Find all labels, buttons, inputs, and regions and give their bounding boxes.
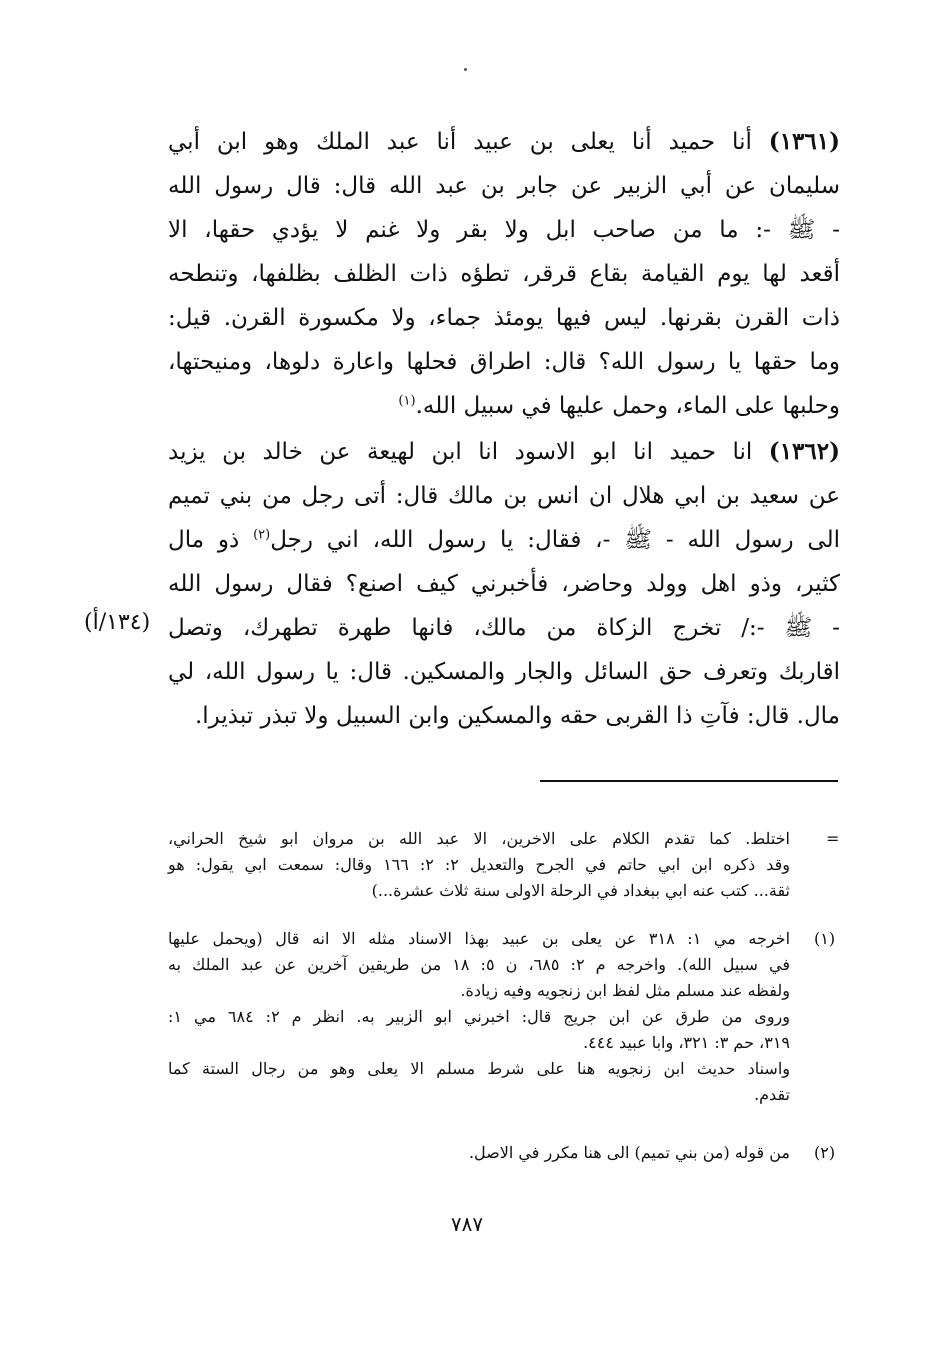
footnote-line: وروى من طرق عن ابن جريج قال: اخبرني ابو الزبير به. انظر م ٢: ٦٨٤ مي ١: [168,1007,790,1026]
hadith-number: (١٣٦١) [768,128,840,155]
hadith-line: أقعد لها يوم القيامة بقاع قرقر، تطؤه ذات الظلف بظلفها، وتنطحه [168,261,840,287]
page-number: ٧٨٧ [450,1212,484,1236]
footnote-line: في سبيل الله). واخرجه م ٢: ٦٨٥، ن ٥: ١٨ من طريقين آخرين عن عبد الملك به [168,955,791,974]
footnote-marker: = [826,829,840,848]
footnote-2 [168,1140,790,1166]
hadith-number: (١٣٦٢) [768,438,840,465]
footnote-line: ثقة... كتب عنه ابي ببغداد في الرحلة الاولى سنة ثلاث عشرة...) [371,881,790,900]
footnote-line: وقد ذكره ابن ابي حاتم في الجرح والتعديل ٢: ٢: ١٦٦ وقال: سمعت ابي يقول: هو [168,855,791,874]
hadith-line: (١٣٦٢) انا حميد انا ابو الاسود انا ابن لهيعة عن خالد بن يزيد [168,438,840,465]
footnote-line: من قوله (من بني تميم) الى هنا مكرر في الاصل. [468,1143,790,1162]
footnote-marker: (١) [814,929,836,948]
hadith-1362 [168,430,840,738]
hadith-line: (١٣٦١) أنا حميد أنا يعلى بن عبيد أنا عبد الملك وهو ابن أبي [168,128,840,155]
hadith-line: - ﷺ -: ما من صاحب ابل ولا بقر ولا غنم لا يؤدي حقها، الا [168,217,840,243]
footnote-line: تقدم. [754,1085,790,1104]
footnote-line: اخرجه مي ١: ٣١٨ عن يعلى بن عبيد بهذا الاسناد مثله الا انه قال (ويحمل عليها [168,929,791,948]
scan-speck [464,68,467,71]
hadith-line: عن سعيد بن ابي هلال ان انس بن مالك قال: أتى رجل من بني تميم [168,483,840,509]
footnote-line: ولفظه عند مسلم مثل لفظ ابن زنجويه وفيه زيادة. [460,981,790,1000]
hadith-line: - ﷺ -:/ تخرج الزكاة من مالك، فانها طهرة تطهرك، وتصل [168,615,840,641]
hadith-1361 [168,120,840,428]
footnote-line: اختلط. كما تقدم الكلام على الاخرين، الا عبد الله بن مروان ابو شيخ الحراني، [168,829,790,848]
footnote-reference: (٢) [253,527,271,543]
hadith-line: ذات القرن بقرنها. ليس فيها يومئذ جماء، ولا مكسورة القرن. قيل: [168,305,840,331]
hadith-line: وما حقها يا رسول الله؟ قال: اطراق فحلها واعارة دلوها، ومنيحتها، [168,349,840,375]
hadith-line: الى رسول الله - ﷺ -، فقال: يا رسول الله، اني رجل$^{(٢)}$ ذو مال [168,527,841,553]
footnote-separator [540,780,838,782]
footnote-line: ٣١٩، حم ٣: ٣٢١، وابا عبيد ٤٤٤. [583,1033,790,1052]
footnote-marker: (٢) [814,1143,836,1162]
hadith-line: اقاربك وتعرف حق السائل والجار والمسكين. قال: يا رسول الله، لي [168,659,840,685]
footnote-1 [168,926,790,1108]
hadith-line: وحلبها على الماء، وحمل عليها في سبيل الله.$^{(١)}$ [398,393,840,419]
footnote-reference: (١) [398,393,416,409]
hadith-line: كثير، وذو اهل وولد وحاضر، فأخبرني كيف اصنع؟ فقال رسول الله [168,571,840,597]
hadith-line: مال. قال: فآتِ ذا القربى حقه والمسكين وابن السبيل ولا تبذر تبذيرا. [194,703,840,729]
hadith-line: سليمان عن أبي الزبير عن جابر بن عبد الله قال: قال رسول الله [168,173,840,199]
manuscript-folio-reference: (١٣٤/أ) [84,610,151,635]
footnote-continuation [168,826,790,904]
footnote-line: واسناد حديث ابن زنجويه هنا على شرط مسلم الا يعلى وهو من رجال الستة كما [168,1059,790,1078]
